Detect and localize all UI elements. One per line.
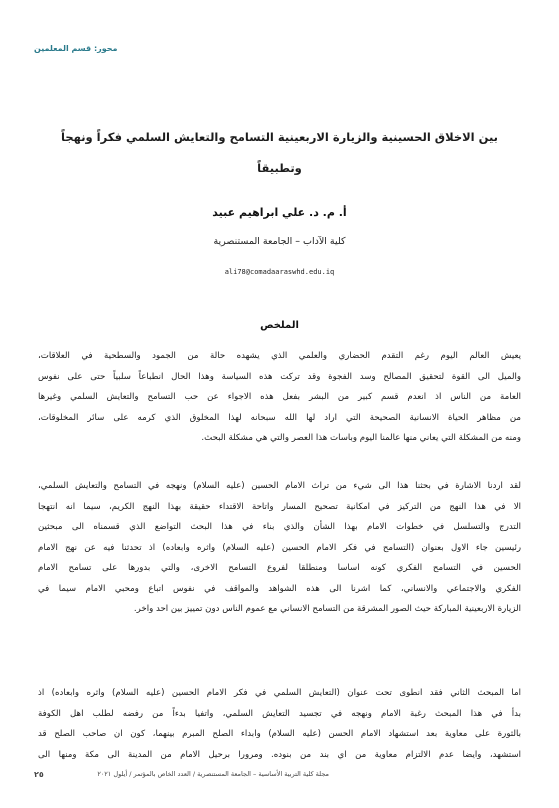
text-line: اما المبحث الثاني فقد انطوى تحت عنوان (التعايش السلمي في فكر الامام الحسين (عليه السلام) واثره وابعاده) اذ xyxy=(38,688,521,698)
text-line: استشهد، وايضا عدم الالتزام معاوية من اي بند من بنوده. ومرورا برحيل الامام من المدينة الى مكة ومنها الى xyxy=(38,749,521,760)
section-tag: محور: قسم المعلمين xyxy=(34,44,118,53)
text-line: لقد اردنا الاشارة في بحثنا هذا الى شيء من تراث الامام الحسين (عليه السلام) ونهجه في التسامح والتعايش السلمي، xyxy=(38,481,521,491)
text-line: يعيش العالم اليوم رغم التقدم الحضاري والعلمي الذي يشهده حالة من الجمود والسطحية في العلاقات، xyxy=(38,351,521,361)
text-line: العامة من الناس اذ انعدم قسم كبير من البشر بفعل هذه الاجواء عن حب التسامح والتعايش السلمي وغيرها xyxy=(38,392,521,402)
text-line: بدأ في هذا المبحث رغبة الامام ونهجه في تجسيد التعايش السلمي، واتفيا بدءاً من رفضه لطلب اهل الكوفة xyxy=(38,708,521,719)
text-line: التدرج والتسلسل في خطوات الامام بهذا الشأن والذي بناء في هذا البحث التواضع الذي قسمناه الى مبحثين xyxy=(38,522,521,532)
journal-citation: مجلة كلية التربية الأساسية – الجامعة المستنصرية / العدد الخاص بالمؤتمر / أيلول ٢٠٢١ xyxy=(97,770,329,778)
page-number: ٢٥ xyxy=(34,770,44,779)
author-name: أ. م. د. علي ابراهيم عبيد xyxy=(212,206,347,219)
text-line: والميل الى القوة لتحقيق المصالح وسد الفجوة وقد تركت هذه السياسة وهذا الحال انطباعاً سلبياً حتى على نفوس xyxy=(38,371,521,382)
paper-title xyxy=(20,130,539,175)
text-line: الا في هذا النهج من التركيز في امكانية تصحيح المسار واتاحة الاقتداء حقيقة بهذا النهج الكريم، سيما انه انتهجا xyxy=(38,501,521,512)
author-email[interactable]: ali78@comadaaraswhd.edu.iq xyxy=(224,268,335,276)
text-line: من مظاهر الحياة الانسانية الصحيحة التي اراد لها الله سبحانه لهذا المخلوق الذي كرمه على سائر المخلوقات، xyxy=(38,412,521,423)
title-line-2: وتطبيقاً xyxy=(257,161,302,175)
abstract-heading: الملخص xyxy=(260,320,299,331)
author-affiliation: كلية الآداب – الجامعة المستنصرية xyxy=(213,236,346,247)
text-line: الزيارة الاربعينية المباركة حيث الصور المشرقة من التسامح الانساني مع عموم الناس دون تمييز بين احد واخر. xyxy=(133,604,521,614)
abstract-paragraph-2 xyxy=(38,476,521,620)
text-line: ومنه من المشكلة التي يعاني منها عالمنا اليوم وباسات هذا العصر والتي هي مشكلة البحث. xyxy=(201,433,521,443)
text-line: رئيسين جاء الاول بعنوان (التسامح في فكر الامام الحسين (عليه السلام) واثره وابعاده) اذ تحدثنا فيه عن نهج الامام xyxy=(38,542,521,553)
text-line: الفكري والاجتماعي والانساني، كما اشرنا الى هذه الشواهد والمواقف في نفوس اتباع ومحبي الامام سيما في xyxy=(38,583,521,594)
title-line-1: بين الاخلاق الحسينية والزيارة الاربعينية التسامح والتعايش السلمي فكراً ونهجاً xyxy=(61,130,498,144)
page-footer xyxy=(34,770,329,778)
text-line: بالثورة على معاوية بعد استشهاد الامام الحسن (عليه السلام) وابداء الصلح المبرم بينهما، كون ان صاحب الصلح قد xyxy=(38,729,521,739)
abstract-paragraph-1 xyxy=(38,346,521,449)
abstract-paragraph-3 xyxy=(38,683,521,765)
text-line: الحسين في التسامح الفكري كونه اساسا ومنطلقا لفروع التسامح الاخرى، والتي بدورها على تسامح الامام xyxy=(38,563,521,573)
